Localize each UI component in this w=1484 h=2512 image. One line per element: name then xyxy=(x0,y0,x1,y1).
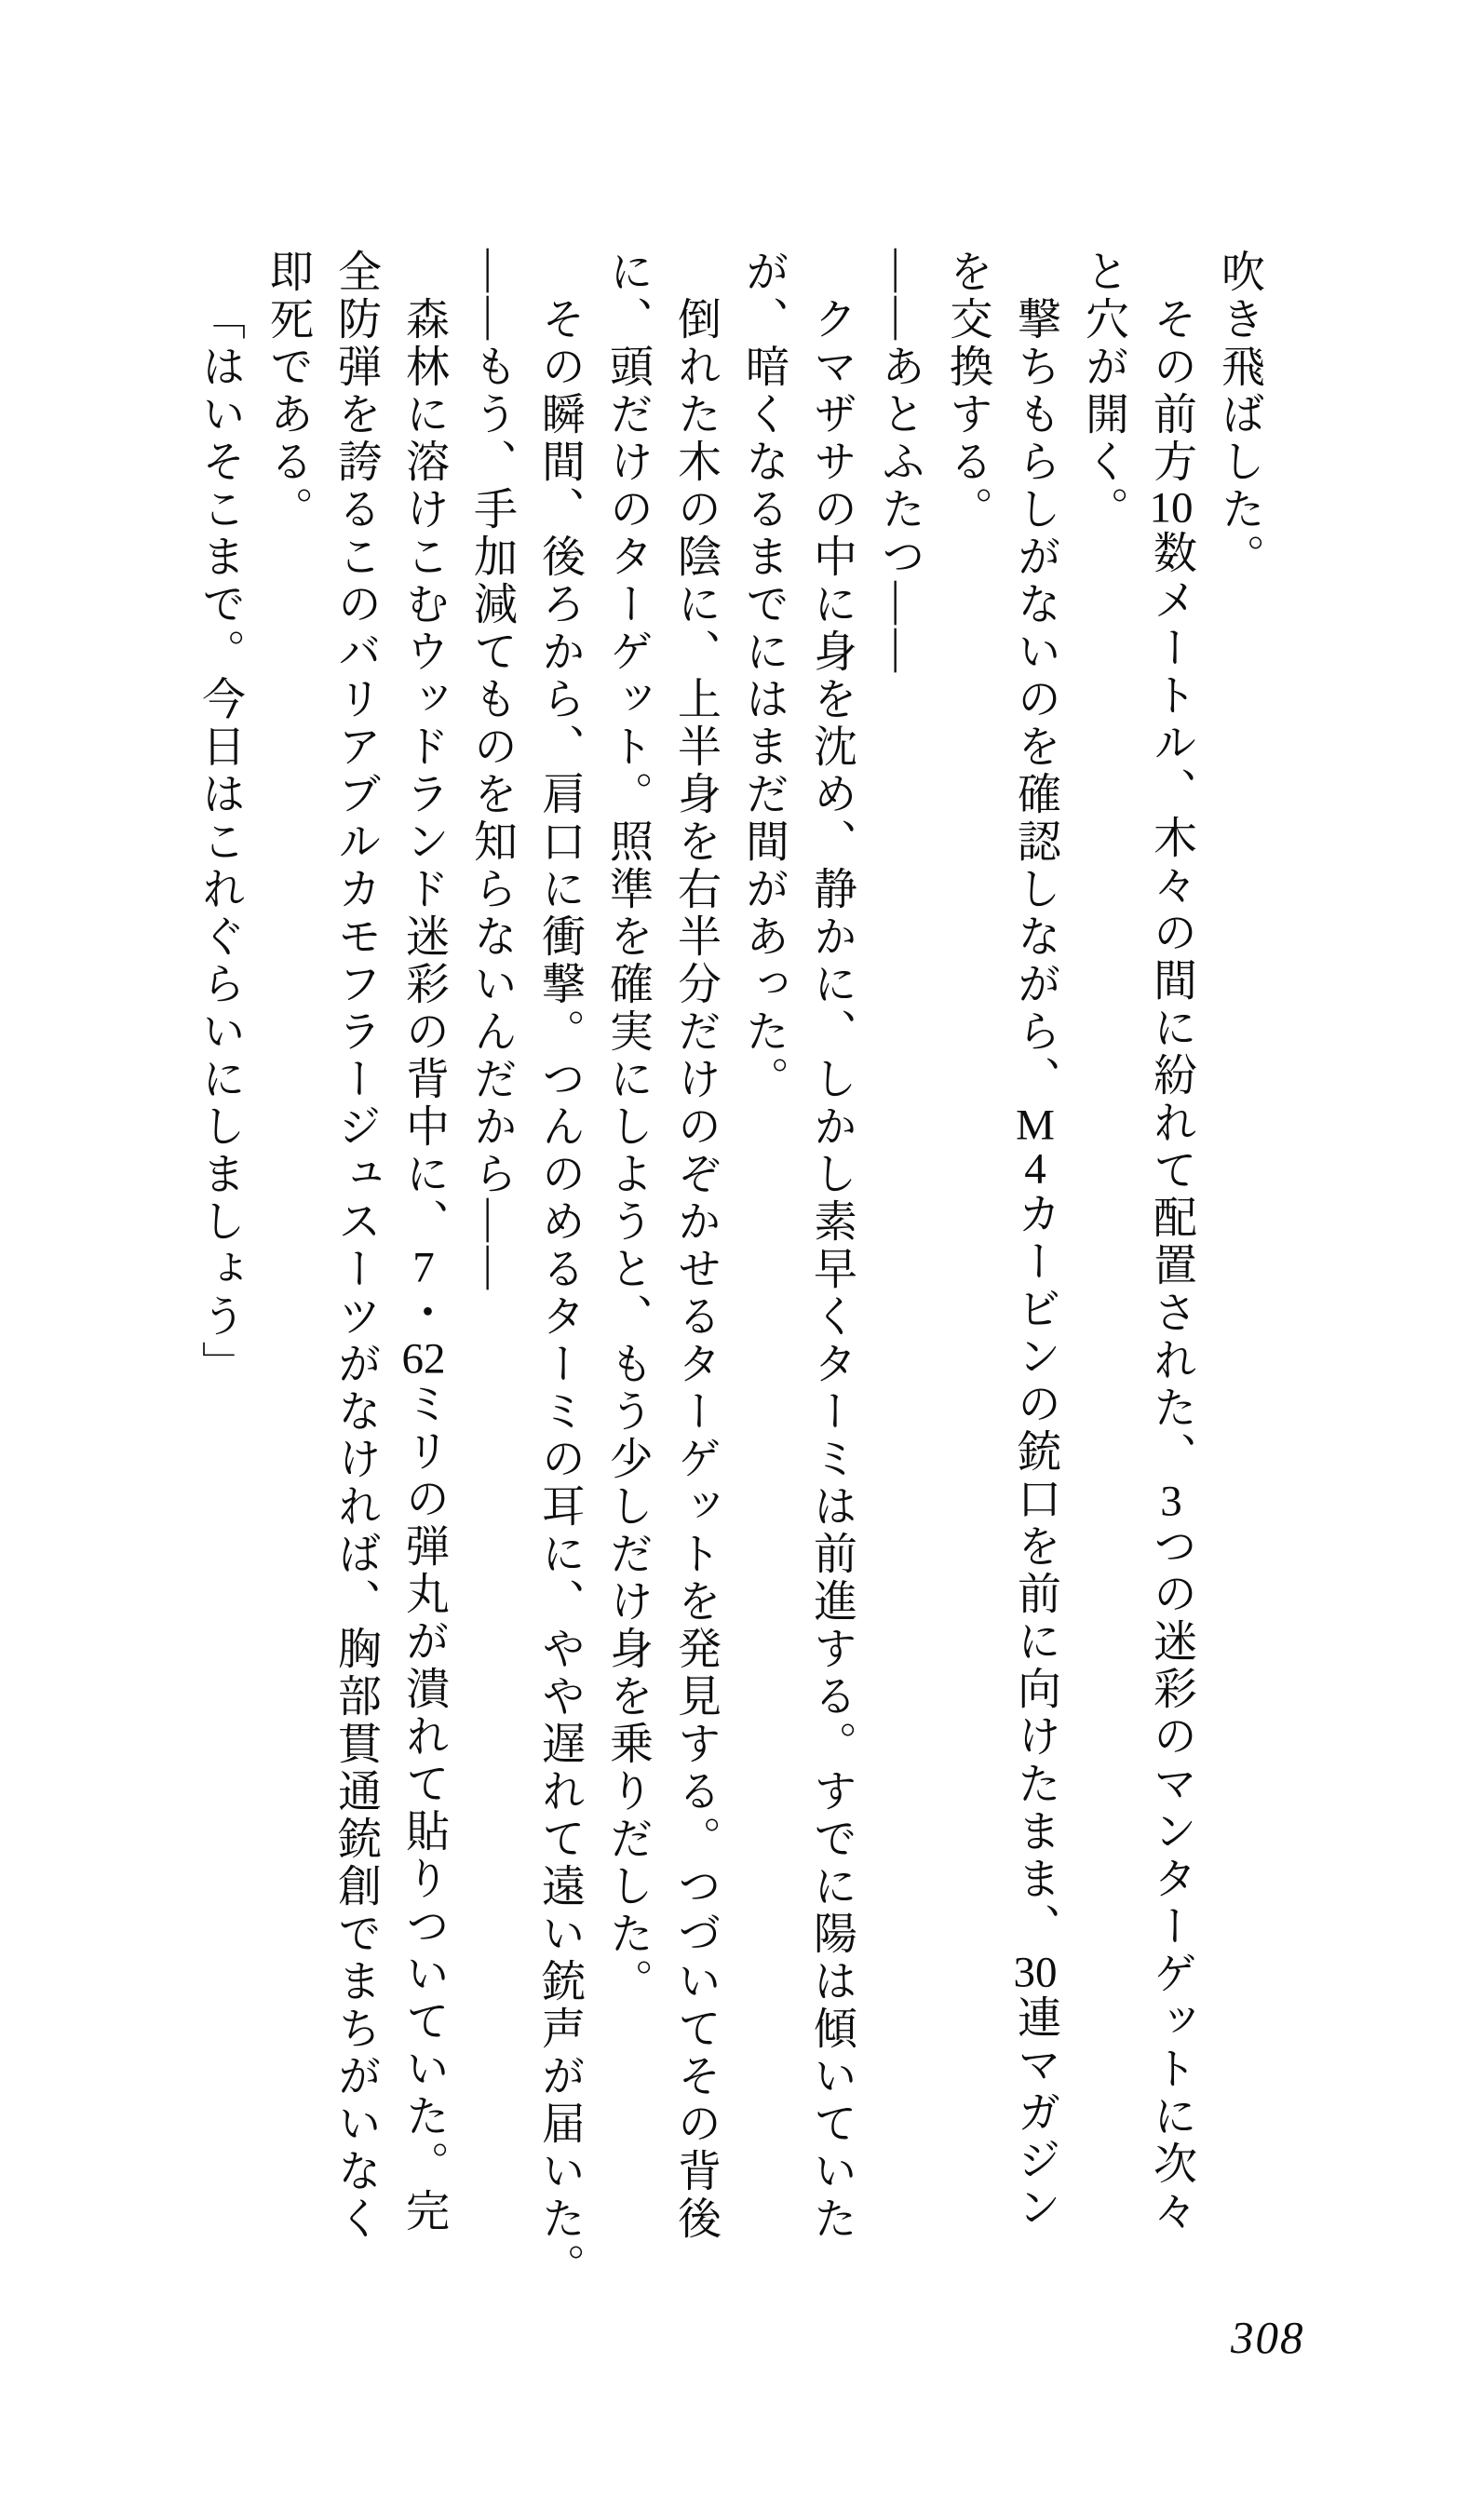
upright-char: 7 xyxy=(412,1246,435,1290)
text-line: 全防弾を誇るこのバリアブルカモフラージュスーツがなければ、胸部貫通銃創でまちがいなく xyxy=(331,249,380,2243)
tatechuyoko-number: 10 xyxy=(1149,486,1194,530)
text-line: 撃ちもらしがないのを確認しながら、M4カービンの銃口を前に向けたまま、30連マガジン xyxy=(1011,296,1059,2232)
text-line: 森林に溶けこむウッドランド迷彩の背中に、7・62ミリの弾丸が潰れて貼りついていた。完 xyxy=(399,296,448,2235)
text-line: 即死である。 xyxy=(263,249,312,533)
text-block xyxy=(185,249,1273,2311)
text-line: ――あとふたつ―― xyxy=(875,249,924,676)
text-line: に、頭だけのターゲット。照準を確実にしようと、もう少しだけ身を乗りだした。 xyxy=(603,249,652,2006)
text-line: その前方10数メートル、木々の間に紛れて配置された、3つの迷彩のマンターゲットに次々 xyxy=(1147,296,1195,2235)
text-line: ――もう、手加減てものを知らないんだから―― xyxy=(467,249,516,1293)
upright-char: M xyxy=(1016,1103,1055,1147)
page-number: 308 xyxy=(1231,2312,1305,2363)
text-line: クマザサの中に身を沈め、静かに、しかし素早くターミは前進する。すでに陽は傾いていた xyxy=(807,296,856,2243)
upright-char: 3 xyxy=(1160,1479,1182,1523)
text-line: 倒れた木の陰に、上半身を右半分だけのぞかせるターゲットを発見する。つづいてその背後 xyxy=(671,296,720,2243)
text-line: その瞬間、後ろから、肩口に衝撃。つんのめるターミの耳に、やや遅れて遠い銃声が届いた。 xyxy=(535,296,584,2290)
text-line: が、暗くなるまでにはまだ間があった。 xyxy=(739,249,788,1103)
text-line: 吹き飛ばした。 xyxy=(1215,249,1263,581)
tatechuyoko-number: 30 xyxy=(1013,1951,1058,1994)
tatechuyoko-number: 62 xyxy=(401,1337,446,1381)
text-line: と穴が開く。 xyxy=(1079,249,1127,533)
text-line: 「はいそこまで。今日はこれぐらいにしましょう」 xyxy=(196,296,244,1388)
upright-char: 4 xyxy=(1024,1147,1046,1191)
text-line: を交換する。 xyxy=(943,249,992,533)
